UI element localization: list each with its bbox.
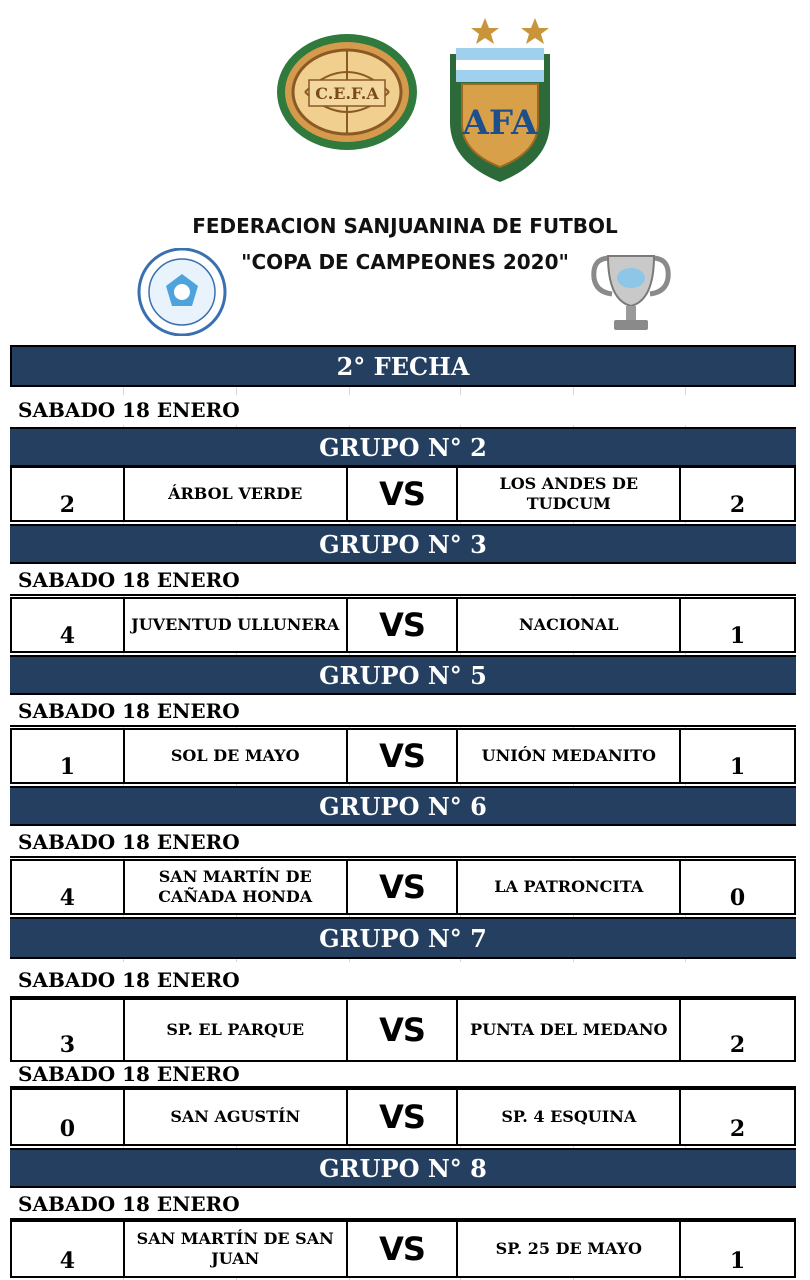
match-row	[10, 1088, 796, 1146]
home-score: 3	[12, 1000, 125, 1060]
home-team: SP. EL PARQUE	[125, 1000, 348, 1060]
vs-label: VS	[348, 1222, 459, 1276]
home-team: SAN MARTÍN DE CAÑADA HONDA	[125, 861, 348, 913]
match-row	[10, 597, 796, 653]
home-team: SAN MARTÍN DE SAN JUAN	[125, 1222, 348, 1276]
home-team: JUVENTUD ULLUNERA	[125, 599, 348, 651]
match-date: SABADO 18 ENERO	[10, 962, 796, 998]
away-score: 2	[729, 1116, 746, 1142]
afa-logo-text: AFA	[462, 103, 538, 143]
away-score: 2	[729, 492, 746, 518]
group-header: GRUPO N° 2	[10, 427, 796, 467]
away-team: LA PATRONCITA	[458, 861, 681, 913]
away-score: 0	[729, 885, 746, 911]
match-date: SABADO 18 ENERO	[10, 1188, 796, 1220]
match-row	[10, 859, 796, 915]
match-date: SABADO 18 ENERO	[10, 826, 796, 858]
home-score: 4	[12, 861, 125, 913]
away-team: LOS ANDES DE TUDCUM	[458, 468, 681, 520]
home-score: 0	[12, 1090, 125, 1144]
away-team: PUNTA DEL MEDANO	[458, 1000, 681, 1060]
group-header: GRUPO N° 3	[10, 524, 796, 564]
group-header: GRUPO N° 5	[10, 655, 796, 695]
afa-logo	[440, 12, 560, 192]
away-team: SP. 4 ESQUINA	[458, 1090, 681, 1144]
away-team: SP. 25 DE MAYO	[458, 1222, 681, 1276]
away-score: 1	[729, 754, 746, 780]
vs-label: VS	[348, 1090, 459, 1144]
home-team: ÁRBOL VERDE	[125, 468, 348, 520]
federation-title: FEDERACION SANJUANINA DE FUTBOL	[192, 214, 618, 238]
cefa-logo-text: C.E.F.A	[315, 84, 379, 103]
vs-label: VS	[348, 468, 459, 520]
group-header: GRUPO N° 8	[10, 1148, 796, 1188]
home-score: 1	[12, 730, 125, 782]
home-score: 4	[12, 1222, 125, 1276]
header	[0, 0, 810, 345]
vs-label: VS	[348, 1000, 459, 1060]
vs-label: VS	[348, 599, 459, 651]
home-score: 2	[12, 468, 125, 520]
federation-badge	[136, 248, 228, 336]
vs-label: VS	[348, 861, 459, 913]
vs-label: VS	[348, 730, 459, 782]
match-date: SABADO 18 ENERO	[10, 564, 796, 596]
home-team: SAN AGUSTÍN	[125, 1090, 348, 1144]
match-row	[10, 998, 796, 1062]
away-score: 1	[729, 1248, 746, 1274]
cup-title: "COPA DE CAMPEONES 2020"	[241, 250, 569, 274]
group-header: GRUPO N° 7	[10, 917, 796, 959]
match-date: SABADO 18 ENERO	[10, 695, 796, 727]
away-score: 2	[729, 1032, 746, 1058]
home-score: 4	[12, 599, 125, 651]
trophy-icon	[588, 248, 674, 338]
match-row	[10, 1220, 796, 1278]
fecha-banner: 2° FECHA	[10, 345, 796, 387]
match-date: SABADO 18 ENERO	[10, 1062, 796, 1088]
away-score: 1	[729, 623, 746, 649]
match-row	[10, 728, 796, 784]
group-header: GRUPO N° 6	[10, 786, 796, 826]
cefa-logo	[275, 32, 420, 152]
home-team: SOL DE MAYO	[125, 730, 348, 782]
match-date: SABADO 18 ENERO	[10, 395, 796, 425]
match-row	[10, 466, 796, 522]
away-team: NACIONAL	[458, 599, 681, 651]
away-team: UNIÓN MEDANITO	[458, 730, 681, 782]
